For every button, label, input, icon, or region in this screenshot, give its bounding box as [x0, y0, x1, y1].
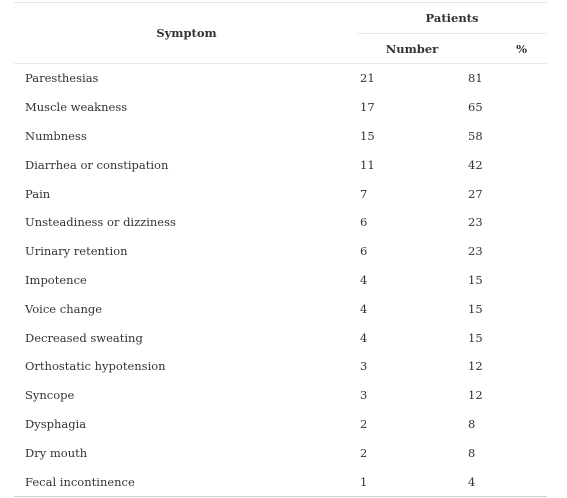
number-cell: 2: [360, 416, 368, 431]
table-row: [14, 266, 547, 295]
percent-cell: 8: [468, 445, 476, 460]
percent-cell: 58: [468, 128, 483, 143]
symptom-cell: Decreased sweating: [25, 330, 143, 345]
number-cell: 2: [360, 445, 368, 460]
percent-cell: 12: [468, 388, 483, 403]
header-row-group: [14, 3, 547, 34]
number-cell: 1: [357, 467, 467, 496]
symptom-cell: Fecal incontinence: [14, 467, 357, 496]
percent-cell: 27: [468, 186, 483, 201]
number-cell: 3: [360, 359, 368, 374]
symptom-cell: Orthostatic hypotension: [25, 359, 166, 374]
symptom-cell: Dysphagia: [25, 416, 87, 431]
number-cell: 11: [360, 157, 375, 172]
number-cell: 6: [360, 215, 368, 230]
number-cell: 17: [360, 100, 375, 115]
table-header: [14, 3, 547, 64]
symptom-cell: Dry mouth: [25, 445, 88, 460]
table-row: [14, 64, 547, 93]
number-cell: 21: [360, 71, 375, 86]
number-cell: 3: [360, 388, 368, 403]
percent-cell: 15: [468, 330, 483, 345]
symptom-cell: Urinary retention: [25, 244, 128, 259]
table-row: [14, 150, 547, 179]
table-row: [14, 122, 547, 151]
table-row: [14, 237, 547, 266]
symptoms-table: [14, 2, 547, 497]
percent-cell: 23: [468, 244, 483, 259]
table-row: [14, 208, 547, 237]
symptom-cell: Syncope: [25, 388, 75, 403]
table-row: [14, 294, 547, 323]
table-body: [14, 64, 547, 497]
table-row: [14, 438, 547, 467]
number-cell: 4: [360, 330, 368, 345]
number-cell: 6: [360, 244, 368, 259]
number-column-header: Number: [357, 34, 467, 64]
patients-group-header: Patients: [357, 3, 547, 34]
number-cell: 7: [360, 186, 368, 201]
table-row: [14, 352, 547, 381]
percent-cell: 65: [468, 100, 483, 115]
percent-cell: 42: [468, 157, 483, 172]
table-row: [14, 381, 547, 410]
percent-cell: 81: [468, 71, 483, 86]
percent-cell: 23: [468, 215, 483, 230]
table-row: [14, 323, 547, 352]
percent-cell: 8: [468, 416, 476, 431]
table-row: [14, 410, 547, 439]
number-cell: 4: [360, 301, 368, 316]
table-row: [14, 467, 547, 496]
table-row: [14, 93, 547, 122]
symptom-cell: Unsteadiness or dizziness: [25, 215, 176, 230]
symptom-cell: Paresthesias: [25, 71, 99, 86]
percent-cell: 15: [468, 272, 483, 287]
symptom-cell: Impotence: [25, 272, 87, 287]
number-cell: 15: [360, 128, 375, 143]
percent-cell: 4: [467, 467, 547, 496]
symptom-cell: Numbness: [25, 128, 87, 143]
number-cell: 4: [360, 272, 368, 287]
percent-cell: 12: [468, 359, 483, 374]
symptom-cell: Diarrhea or constipation: [25, 157, 169, 172]
symptom-cell: Pain: [25, 186, 51, 201]
percent-column-header: %: [467, 34, 547, 64]
table-row: [14, 179, 547, 208]
symptom-cell: Voice change: [25, 301, 103, 316]
symptom-cell: Muscle weakness: [25, 100, 128, 115]
symptom-column-header: Symptom: [14, 3, 357, 64]
percent-cell: 15: [468, 301, 483, 316]
